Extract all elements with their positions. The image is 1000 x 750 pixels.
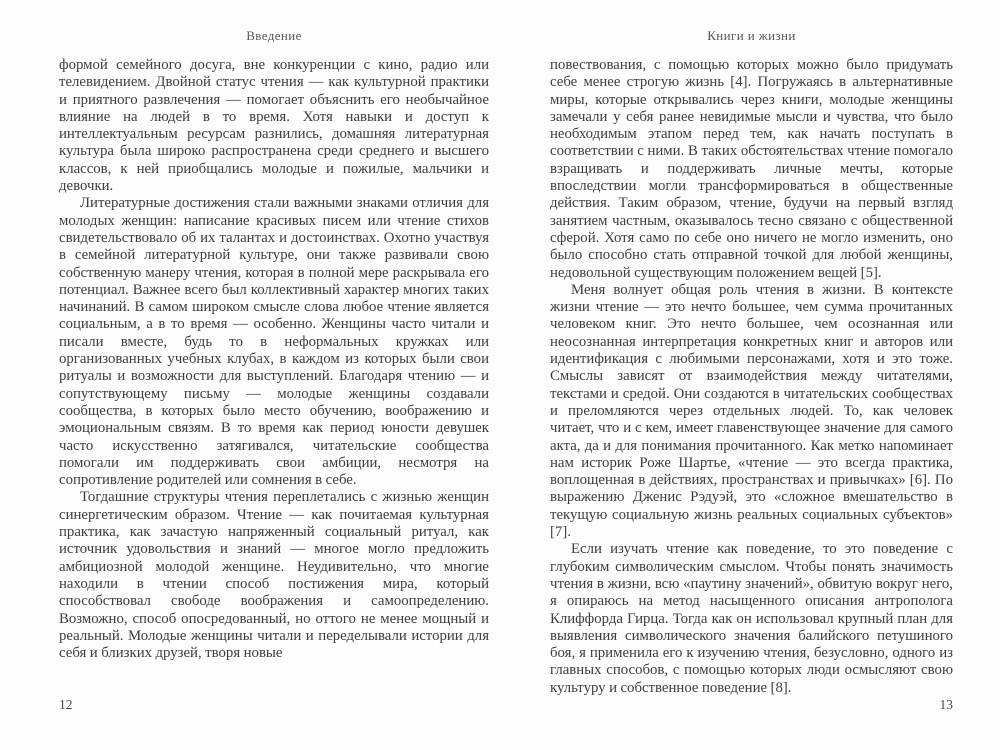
- page-body-left: [59, 57, 489, 662]
- paragraph: повествования, с помощью которых можно было придумать себе менее строгую жизнь [4]. Погружаясь в альтернативные миры, которые открывались через книги, молодые женщины замечали у себя ранее невидимые мысли и чувства, что было необходимым этапом перед тем, как начать поступать в соответствии с ними. В таких обстоятельствах чтение помогало взращивать и поддерживать личные мечты, которые впоследствии могли трансформироваться в общественные действия. Таким образом, чтение, будучи на первый взгляд занятием частным, оказывалось тесно связано с общественной сферой. Хотя само по себе оно ничего не могло изменить, оно было способно стать отправной точкой для любой женщины, недовольной существующим положением вещей [5].: [550, 57, 953, 281]
- page-number-left: 12: [59, 697, 73, 712]
- paragraph: Литературные достижения стали важными знаками отличия для молодых женщин: написание красивых писем или чтение стихов свидетельствовало об их талантах и достоинствах. Охотно участвуя в семейной литературной культуре, они также развивали свою собственную манеру чтения, которая в полной мере раскрывала его потенциал. Важнее всего был коллективный характер многих таких начинаний. В самом широком смысле слова любое чтение является социальным, а в то время — особенно. Женщины часто читали и писали вместе, будь то в неформальных кружках или организованных учебных клубах, в каждом из которых были свои ритуалы и возможности для выступлений. Благодаря чтению — и сопутствующему письму — молодые женщины создавали сообщества, в которых было место обучению, воображению и эмоциональным связям. В то время как период юности девушек часто искусственно затягивался, читательские сообщества помогали им поддерживать свои амбиции, несмотря на сопротивление родителей или сомнения в себе.: [59, 195, 489, 489]
- page-number-right: 13: [939, 697, 953, 712]
- page-body-right: [550, 57, 953, 697]
- paragraph: Тогдашние структуры чтения переплетались с жизнью женщин синергетическим образом. Чтение — как почитаемая культурная практика, как зачастую напряженный социальный ритуал, как источник удовольствия и знаний — многое могло предложить амбициозной молодой женщине. Неудивительно, что многие находили в чтении способ постижения мира, который способствовал свободе воображения и самоопределению. Возможно, способ опосредованный, но оттого не менее мощный и реальный. Молодые женщины читали и переделывали истории для себя и близких друзей, творя новые: [59, 489, 489, 662]
- running-head-left: Введение: [246, 28, 302, 43]
- paragraph: Если изучать чтение как поведение, то это поведение с глубоким символическим смыслом. Чтобы понять значимость чтения в жизни, всю «паутину значений», обвитую вокруг него, я опираюсь на метод насыщенного описания антрополога Клиффорда Гирца. Тогда как он использовал крупный план для выявления символического значения балийского петушиного боя, я применила его к изучению чтения, безусловно, одного из главных способов, с помощью которых люди осмысляют свою культуру и собственное поведение [8].: [550, 541, 953, 696]
- page-left: [59, 0, 489, 750]
- page-right: [550, 0, 953, 750]
- paragraph: Меня волнует общая роль чтения в жизни. В контексте жизни чтение — это нечто большее, чем сумма прочитанных человеком книг. Это нечто большее, чем осознанная или неосознанная интерпретация конкретных книг и авторов или идентификация с любимыми персонажами, хотя и это тоже. Смыслы зависят от взаимодействия между читателями, текстами и средой. Они создаются в читательских сообществах и преломляются через отдельных людей. То, как человек читает, что и с кем, имеет главенствующее значение для самого акта, да и для понимания прочитанного. Как метко напоминает нам историк Роже Шартье, «чтение — это всегда практика, воплощенная в действиях, пространствах и привычках» [6]. По выражению Дженис Рэдуэй, это «сложное вмешательство в текущую социальную жизнь реальных социальных субъектов» [7].: [550, 281, 953, 541]
- running-head-right: Книги и жизни: [707, 28, 796, 43]
- paragraph: формой семейного досуга, вне конкуренции с кино, радио или телевидением. Двойной статус чтения — как культурной практики и приятного развлечения — помогает объяснить его необычайное влияние на людей в то время. Хотя навыки и доступ к интеллектуальным ресурсам разнились, домашняя литературная культура была широко распространена среди среднего и высшего классов, к ней приобщались молодые и пожилые, мальчики и девочки.: [59, 57, 489, 195]
